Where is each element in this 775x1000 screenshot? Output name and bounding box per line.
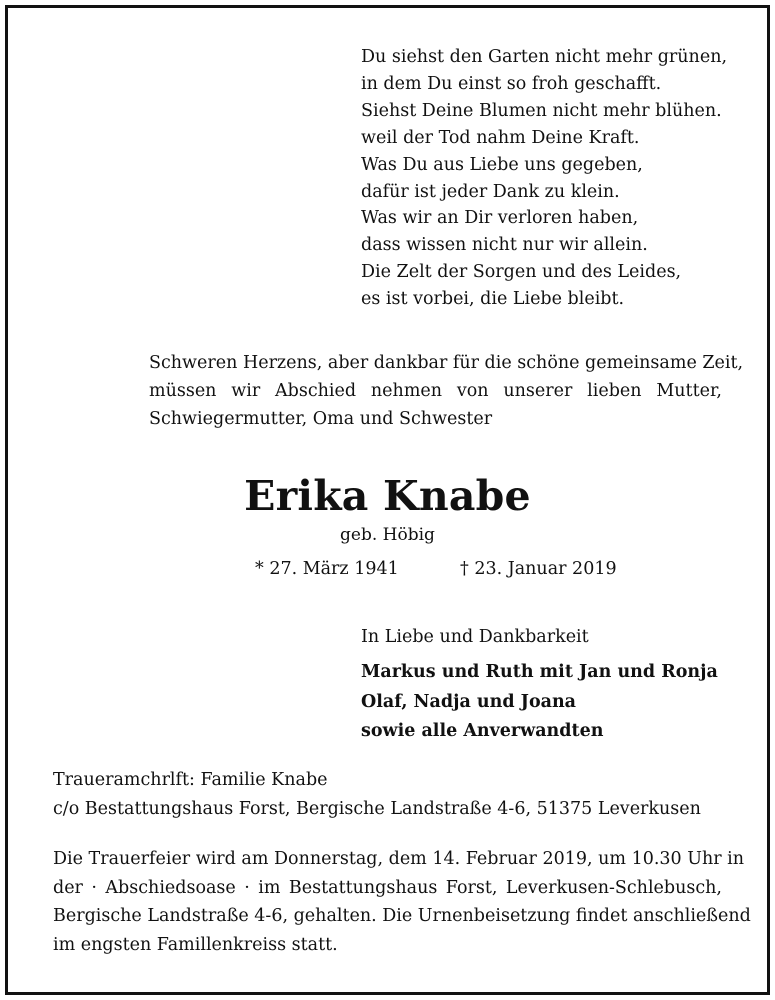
family-line: Olaf, Nadja und Joana	[361, 691, 577, 712]
poem-line: Die Zelt der Sorgen und des Leides,	[361, 262, 682, 283]
intro-line: Schweren Herzens, aber dankbar für die schöne gemeinsame Zeit,	[149, 353, 744, 373]
poem-line: Siehst Deine Blumen nicht mehr blühen.	[361, 100, 722, 121]
death-date: † 23. Januar 2019	[460, 559, 617, 579]
service-line: im engsten Famillenkreiss statt.	[53, 934, 338, 955]
poem-line: dass wissen nicht nur wir allein.	[361, 235, 648, 256]
poem-line: Was Du aus Liebe uns gegeben,	[361, 154, 643, 175]
mourning-address	[53, 766, 701, 823]
deceased-name: Erika Knabe	[244, 472, 531, 520]
family-line: Markus und Ruth mit Jan und Ronja	[361, 662, 718, 682]
family-line: sowie alle Anverwandten	[361, 721, 604, 741]
intro-line: Schwiegermutter, Oma und Schwester	[149, 409, 493, 429]
maiden-name: geb. Höbig	[340, 525, 435, 545]
poem	[361, 44, 741, 313]
service-line: Bergische Landstraße 4-6, gehalten. Die Urnenbeisetzung findet anschließend	[53, 906, 751, 926]
funeral-service-info	[53, 845, 751, 959]
intro-line: müssen wir Abschied nehmen von unserer lieben Mutter,	[149, 381, 722, 401]
poem-line: es ist vorbei, die Liebe bleibt.	[361, 289, 625, 310]
intro-paragraph	[149, 349, 744, 433]
poem-line: dafür ist jeder Dank zu klein.	[361, 181, 620, 202]
address-line: c/o Bestattungshaus Forst, Bergische Landstraße 4-6, 51375 Leverkusen	[53, 798, 701, 819]
poem-line: weil der Tod nahm Deine Kraft.	[361, 127, 640, 148]
service-line: der · Abschiedsoase · im Bestattungshaus Forst, Leverkusen-Schlebusch,	[53, 877, 722, 898]
address-line: Traueramchrlft: Familie Knabe	[53, 770, 328, 790]
service-line: Die Trauerfeier wird am Donnerstag, dem 14. Februar 2019, um 10.30 Uhr in	[53, 849, 745, 869]
family-list	[361, 658, 718, 747]
closing-phrase: In Liebe und Dankbarkeit	[361, 627, 589, 647]
poem-line: in dem Du einst so froh geschafft.	[361, 73, 662, 94]
poem-line: Du siehst den Garten nicht mehr grünen,	[361, 47, 728, 67]
poem-line: Was wir an Dir verloren haben,	[361, 208, 639, 229]
birth-date: * 27. März 1941	[255, 559, 399, 579]
